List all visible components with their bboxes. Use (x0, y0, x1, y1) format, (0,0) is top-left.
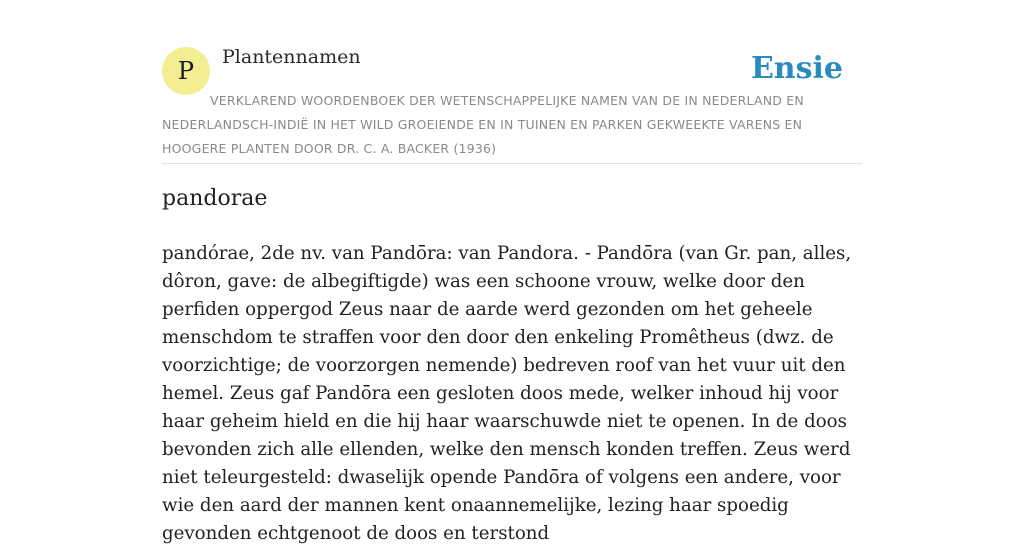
logo-letter: P (177, 57, 195, 85)
definition-text: pandórae, 2de nv. van Pandō̄ra: van Pandora. - Pandō̄ra (van Gr. pan, alles, dôron, gave: de albegiftigde) was een schoone vrouw, welke door den perfiden oppergod Zeus naar de aarde werd gezonden om het geheele menschdom te straffen voor den door den enkeling Promêtheus (dwz. de voorzichtige; de voorzorgen nemende) bedreven roof van het vuur uit den hemel. Zeus gaf Pandō̄ra een gesloten doos mede, welker inhoud hij voor haar geheim hield en die hij haar waarschuwde niet te openen. In de doos bevonden zich alle ellenden, welke den mensch konden treffen. Zeus werd niet teleurgesteld: dwaselijk opende Pandō̄ra of volgens een andere, voor wie den aard der mannen kent onaannemelijke, lezing haar spoedig gevonden echtgenoot de doos en terstond (162, 243, 852, 544)
page-title: pandorae (162, 186, 268, 211)
source-logo[interactable] (162, 47, 210, 95)
source-subtitle: VERKLAREND WOORDENBOEK DER WETENSCHAPPELIJKE NAMEN VAN DE IN NEDERLAND EN NEDERLANDSCH-INDIË IN HET WILD GROEIENDE EN IN TUINEN EN PARKEN GEKWEEKTE VARENS EN HOOGERE PLANTEN DOOR DR. C. A. BACKER (1936) (162, 93, 804, 156)
source-title-link[interactable]: Plantennamen (222, 46, 361, 68)
header-divider (162, 163, 862, 164)
page (162, 0, 862, 544)
brand-logo-link[interactable]: Ensie (750, 51, 843, 86)
